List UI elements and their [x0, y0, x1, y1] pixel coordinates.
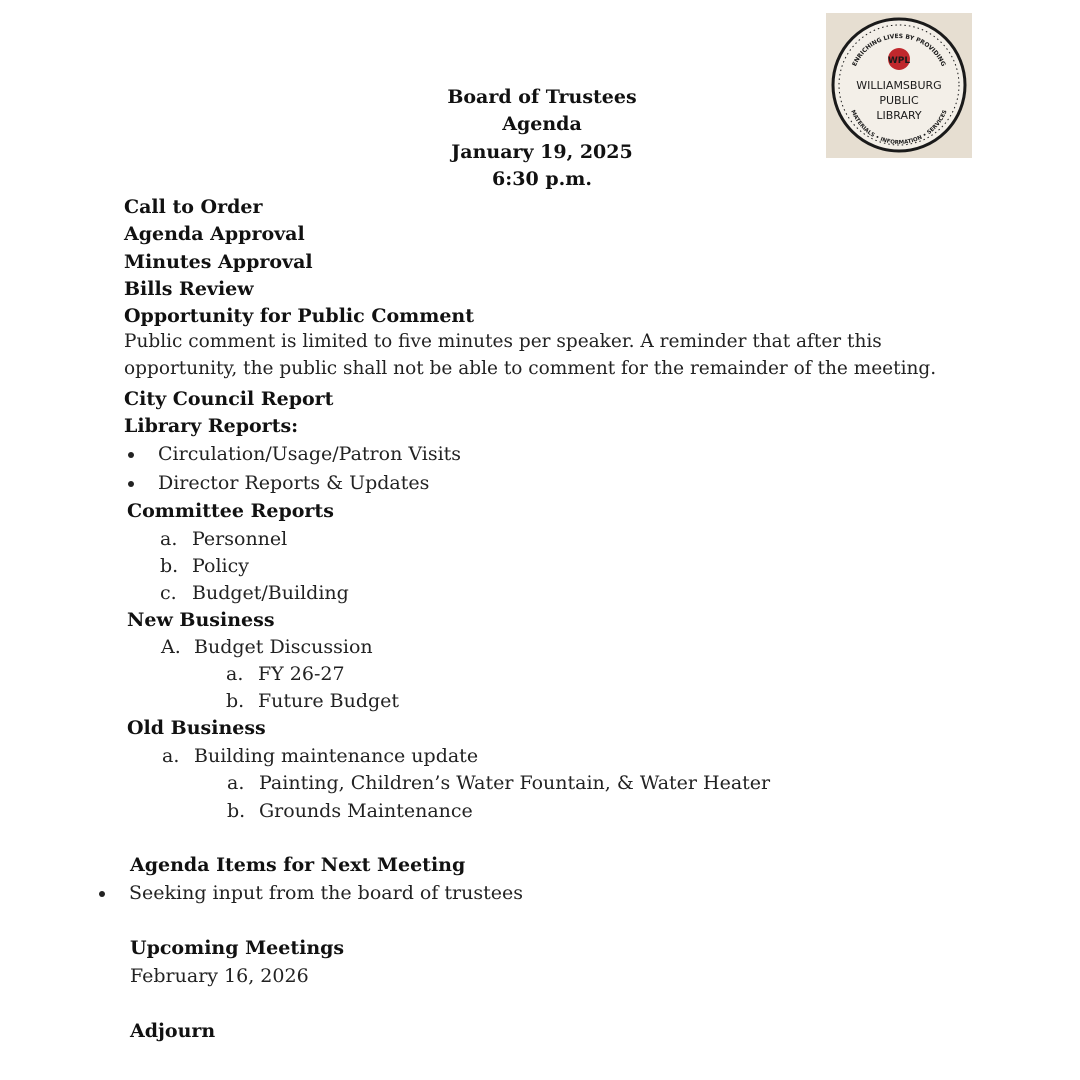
document-subtitle: Agenda — [502, 113, 582, 135]
library-report-item: Circulation/Usage/Patron Visits — [158, 443, 462, 465]
public-comment-text-line1: Public comment is limited to five minutes per speaker. A reminder that after this — [124, 331, 882, 352]
logo-name-line3: LIBRARY — [876, 109, 922, 122]
meeting-time: 6:30 p.m. — [492, 168, 592, 190]
committee-item: Personnel — [192, 528, 288, 550]
logo-name-line2: PUBLIC — [879, 94, 919, 107]
seal-top-arc-text: ENRICHING LIVES BY PROVIDING — [851, 32, 947, 68]
list-marker: A. — [161, 636, 181, 658]
old-business-heading: Old Business — [127, 717, 266, 739]
public-comment-text-line2: opportunity, the public shall not be able to comment for the remainder of the meeting. — [124, 358, 937, 379]
next-meeting-item: Seeking input from the board of trustees — [129, 882, 523, 904]
adjourn: Adjourn — [130, 1020, 216, 1042]
list-marker: a. — [227, 772, 245, 794]
agenda-approval: Agenda Approval — [124, 223, 305, 245]
library-reports-heading: Library Reports: — [124, 415, 299, 437]
document-title: Board of Trustees — [447, 86, 637, 108]
minutes-approval: Minutes Approval — [124, 251, 313, 273]
old-business-item: Building maintenance update — [194, 745, 479, 767]
old-business-subitem: Painting, Children’s Water Fountain, & Water Heater — [259, 772, 771, 794]
committee-reports-heading: Committee Reports — [127, 500, 334, 522]
list-marker: b. — [226, 690, 245, 712]
list-marker: a. — [226, 663, 244, 685]
logo-name-line1: WILLIAMSBURG — [856, 79, 942, 92]
seal-bottom-arc-text: MATERIALS • INFORMATION • SERVICES — [849, 109, 949, 147]
next-meeting-heading: Agenda Items for Next Meeting — [130, 854, 466, 876]
bullet-icon — [99, 891, 105, 897]
new-business-subitem: Future Budget — [258, 690, 400, 712]
list-marker: b. — [227, 800, 246, 822]
old-business-subitem: Grounds Maintenance — [259, 800, 473, 822]
public-comment-heading: Opportunity for Public Comment — [124, 305, 475, 327]
upcoming-meeting-date: February 16, 2026 — [130, 965, 309, 987]
wpl-monogram: WPL — [887, 56, 911, 66]
call-to-order: Call to Order — [124, 196, 263, 218]
bills-review: Bills Review — [124, 278, 254, 300]
committee-item: Budget/Building — [192, 582, 349, 604]
meeting-date: January 19, 2025 — [451, 141, 633, 163]
list-marker: b. — [160, 555, 179, 577]
bullet-icon — [128, 452, 134, 458]
library-report-item: Director Reports & Updates — [158, 472, 430, 494]
new-business-subitem: FY 26-27 — [258, 663, 345, 685]
list-marker: c. — [160, 582, 177, 604]
bullet-icon — [128, 481, 134, 487]
list-marker: a. — [160, 528, 178, 550]
committee-item: Policy — [192, 555, 249, 577]
library-seal — [826, 13, 972, 158]
library-logo — [826, 13, 972, 158]
upcoming-meetings-heading: Upcoming Meetings — [130, 937, 345, 959]
new-business-heading: New Business — [127, 609, 275, 631]
new-business-item: Budget Discussion — [194, 636, 373, 658]
city-council-report: City Council Report — [124, 388, 334, 410]
list-marker: a. — [162, 745, 180, 767]
